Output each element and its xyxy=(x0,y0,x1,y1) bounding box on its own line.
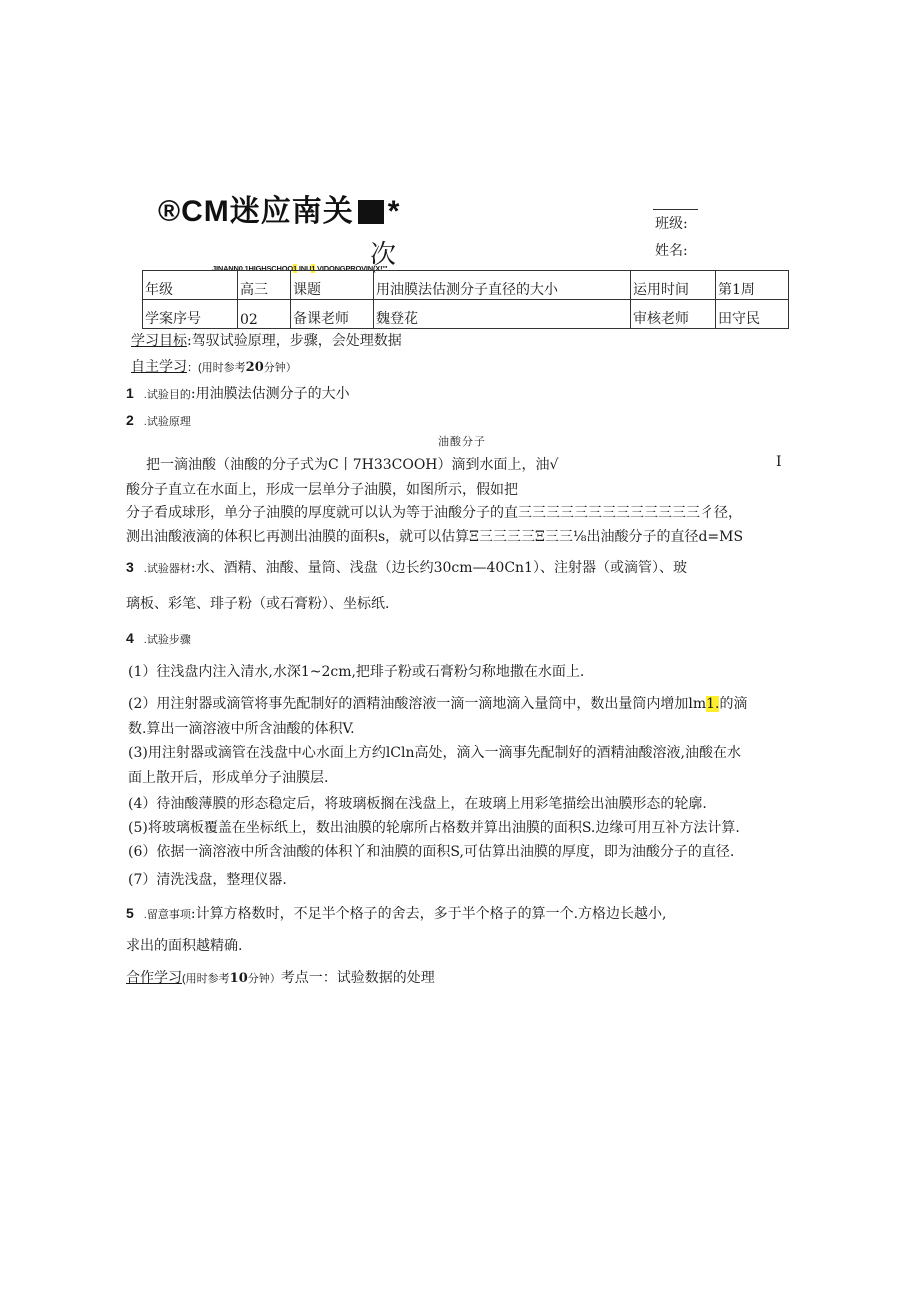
item-number: 3 xyxy=(126,559,134,575)
step-1: (1）往浅盘内注入清水,水深1~2cm,把琲子粉或石膏粉匀称地撒在水面上. xyxy=(128,664,585,680)
self-study-heading xyxy=(131,356,297,376)
school-name-part: JINANN0.1HIGHSCHOO xyxy=(212,264,293,273)
principle-line-3: 分子看成球形，单分子油膜的厚度就可以认为等于油酸分子的直三三三三三三三三三三三三三彳径， xyxy=(126,505,742,521)
table-cell: 田守民 xyxy=(716,300,789,329)
step-2 xyxy=(128,693,747,713)
coop-note: (用时参考 xyxy=(182,973,230,985)
step-3: (3)用注射器或滴管在浅盘中心水面上方约lCln高处，滴入一滴事先配制好的酒精油酸溶液,油酸在水 xyxy=(128,745,741,761)
item-3-line-2: 璃板、彩笔、琲子粉（或石膏粉）、坐标纸. xyxy=(126,596,390,612)
coop-text: 考点一：试验数据的处理 xyxy=(280,970,435,986)
class-rule xyxy=(653,209,698,210)
item-text: :计算方格数时，不足半个格子的舍去，多于半个格子的算一个.方格边长越小, xyxy=(190,906,667,922)
goal-text: :驾驭试验原理，步骤，会处理数据 xyxy=(187,333,402,349)
item-number: 2 xyxy=(126,412,134,428)
name-label: 姓名: xyxy=(655,243,688,259)
item-label: .试验原理 xyxy=(143,416,191,428)
item-3 xyxy=(126,557,687,577)
item-label: .留意事项 xyxy=(143,909,191,921)
table-cell: 高三 xyxy=(238,271,291,300)
school-name-highlight: 1 xyxy=(293,264,297,273)
item-number: 1 xyxy=(126,385,134,401)
table-cell: 02 xyxy=(238,300,291,329)
table-row xyxy=(143,271,789,300)
school-name-highlight: 1 xyxy=(311,264,316,273)
step-2-end: 的滴 xyxy=(719,696,748,712)
black-square-icon xyxy=(358,200,384,224)
logo-subtitle: 次 xyxy=(370,240,397,270)
table-cell: 审核老师 xyxy=(631,300,716,329)
coop-note-end: 分钟） xyxy=(247,973,281,985)
table-cell: 学案序号 xyxy=(143,300,238,329)
item-label: .试验器材 xyxy=(143,563,191,575)
info-table xyxy=(142,270,789,329)
step-2-highlight: 1. xyxy=(706,696,720,712)
principle-line-2: 酸分子直立在水面上，形成一层单分子油膜，如图所示，假如把 xyxy=(126,482,518,498)
item-4 xyxy=(126,630,191,647)
item-text: :用油膜法估测分子的大小 xyxy=(190,386,350,402)
self-study-label: 自主学习 xyxy=(131,359,187,375)
logo-text: ®CM迷应南关 xyxy=(158,195,354,228)
step-2-text: (2）用注射器或滴管将事先配制好的酒精油酸溶液一滴一滴地滴入量筒中，数出量筒内增加lm xyxy=(128,696,707,712)
coop-heading xyxy=(126,967,435,987)
principle-line-4: 测出油酸液滴的体积匕再测出油膜的面积s，就可以估算Ξ三三三三Ξ三三⅛出油酸分子的直径d=MS xyxy=(126,529,744,545)
table-row xyxy=(143,300,789,329)
coop-minutes: 10 xyxy=(229,971,248,986)
item-5-line-2: 求出的面积越精确. xyxy=(126,938,243,954)
step-6: (6）依据一滴溶液中所含油酸的体积丫和油膜的面积S,可估算出油膜的厚度，即为油酸分子的直径. xyxy=(128,844,735,860)
step-4: (4）待油酸薄膜的形态稳定后，将玻璃板搁在浅盘上，在玻璃上用彩笔描绘出油膜形态的轮廓. xyxy=(128,796,707,812)
item-label: .试验步骤 xyxy=(143,634,191,646)
step-7: (7）清洗浅盘，整理仪器. xyxy=(128,872,287,888)
learning-goal xyxy=(131,330,402,350)
coop-label: 合作学习 xyxy=(126,970,182,986)
table-cell: 魏登花 xyxy=(374,300,631,329)
item-5 xyxy=(126,903,666,923)
figure-caption: 油酸分子 xyxy=(438,435,486,448)
item-text: :水、酒精、油酸、量筒、浅盘（边长约30cm—40Cn1）、注射器（或滴管）、玻 xyxy=(190,560,687,576)
step-3-line-2: 面上散开后，形成单分子油膜层. xyxy=(128,770,329,786)
item-2 xyxy=(126,412,191,429)
principle-line-1-tail: I xyxy=(776,454,782,470)
self-study-minutes: 20 xyxy=(245,360,264,375)
item-number: 4 xyxy=(126,630,134,646)
step-2-line-2: 数.算出一滴溶液中所含油酸的体积V. xyxy=(128,721,355,737)
table-cell: 备课老师 xyxy=(291,300,374,329)
table-cell: 运用时间 xyxy=(631,271,716,300)
class-label: 班级: xyxy=(655,216,688,232)
item-1 xyxy=(126,383,350,403)
principle-line-1: 把一滴油酸（油酸的分子式为C丨7H33COOH）滴到水面上，油√ xyxy=(146,457,559,473)
self-study-note-end: 分钟） xyxy=(263,362,297,374)
school-name-part: .INU xyxy=(296,264,312,273)
school-name-part: .VIDONGPROVIN(X!'" xyxy=(315,264,388,273)
table-cell: 课题 xyxy=(291,271,374,300)
logo-star: * xyxy=(387,195,401,228)
goal-label: 学习目标 xyxy=(131,333,187,349)
header-logo xyxy=(158,186,400,230)
table-cell: 第1周 xyxy=(716,271,789,300)
self-study-note: ：(用时参考 xyxy=(187,362,246,374)
table-cell: 用油膜法估测分子直径的大小 xyxy=(374,271,631,300)
item-number: 5 xyxy=(126,905,134,921)
table-cell: 年级 xyxy=(143,271,238,300)
step-5: (5)将玻璃板覆盖在坐标纸上，数出油膜的轮廓所占格数并算出油膜的面积S.边缘可用互补方法计算. xyxy=(128,820,740,836)
item-label: .试验目的 xyxy=(143,389,191,401)
